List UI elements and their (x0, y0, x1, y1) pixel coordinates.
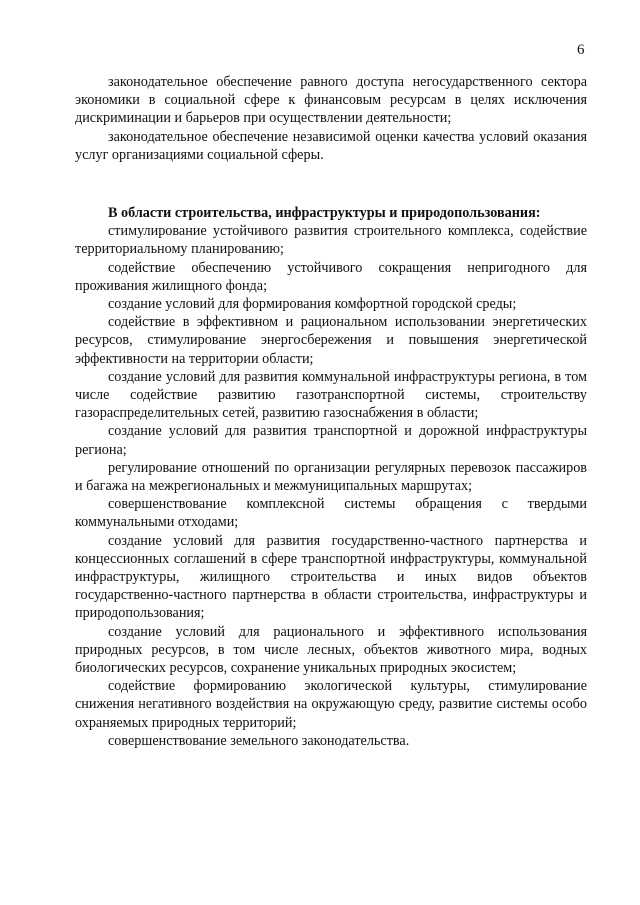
paragraph: совершенствование земельного законодательства. (108, 732, 410, 749)
intro-paragraphs (75, 73, 587, 164)
paragraph: законодательное обеспечение независимой оценки качества условий оказания услуг организациями социальной сферы. (75, 128, 587, 163)
paragraph: регулирование отношений по организации регулярных перевозок пассажиров и багажа на межрегиональных и межмуниципальных маршрутах; (75, 459, 587, 495)
paragraph: создание условий для формирования комфортной городской среды; (108, 296, 517, 313)
paragraph: совершенствование комплексной системы обращения с твердыми коммунальными отходами; (75, 496, 587, 531)
section-heading: В области строительства, инфраструктуры и природопользования: (108, 205, 541, 221)
paragraph: содействие формированию экологической культуры, стимулирование снижения негативного воздействия на окружающую среду, развитие системы особо охраняемых природных территорий; (75, 678, 587, 731)
page-number: 6 (577, 42, 585, 58)
paragraph: стимулирование устойчивого развития строительного комплекса, содействие территориальному планированию; (75, 223, 587, 258)
paragraph: законодательное обеспечение равного доступа негосударственного сектора экономики в социальной сфере к финансовым ресурсам в целях исключения дискриминации и барьеров при осуществлении деятельности; (75, 74, 587, 127)
paragraph: содействие обеспечению устойчивого сокращения непригодного для проживания жилищного фонда; (75, 259, 587, 294)
paragraph: содействие в эффективном и рациональном использовании энергетических ресурсов, стимулирование энергосбережения и повышения энергетической эффективности на территории области; (75, 314, 587, 367)
paragraph: создание условий для развития транспортной и дорожной инфраструктуры региона; (75, 423, 587, 458)
paragraph: создание условий для развития государственно-частного партнерства и концессионных соглашений в сфере транспортной инфраструктуры, коммунальной инфраструктуры, жилищного строительства и иных видов объектов государственно-частного партнерства в области строительства, инфраструктуры и природопользования; (75, 532, 587, 622)
paragraph: создание условий для рационального и эффективного использования природных ресурсов, в том числе лесных, объектов животного мира, водных биологических ресурсов, сохранение уникальных природных экосистем; (75, 623, 587, 677)
construction-section (75, 204, 587, 750)
paragraph: создание условий для развития коммунальной инфраструктуры региона, в том числе содействие развитию газотранспортной системы, строительству газораспределительных сетей, развитию газоснабжения в области; (75, 368, 587, 422)
